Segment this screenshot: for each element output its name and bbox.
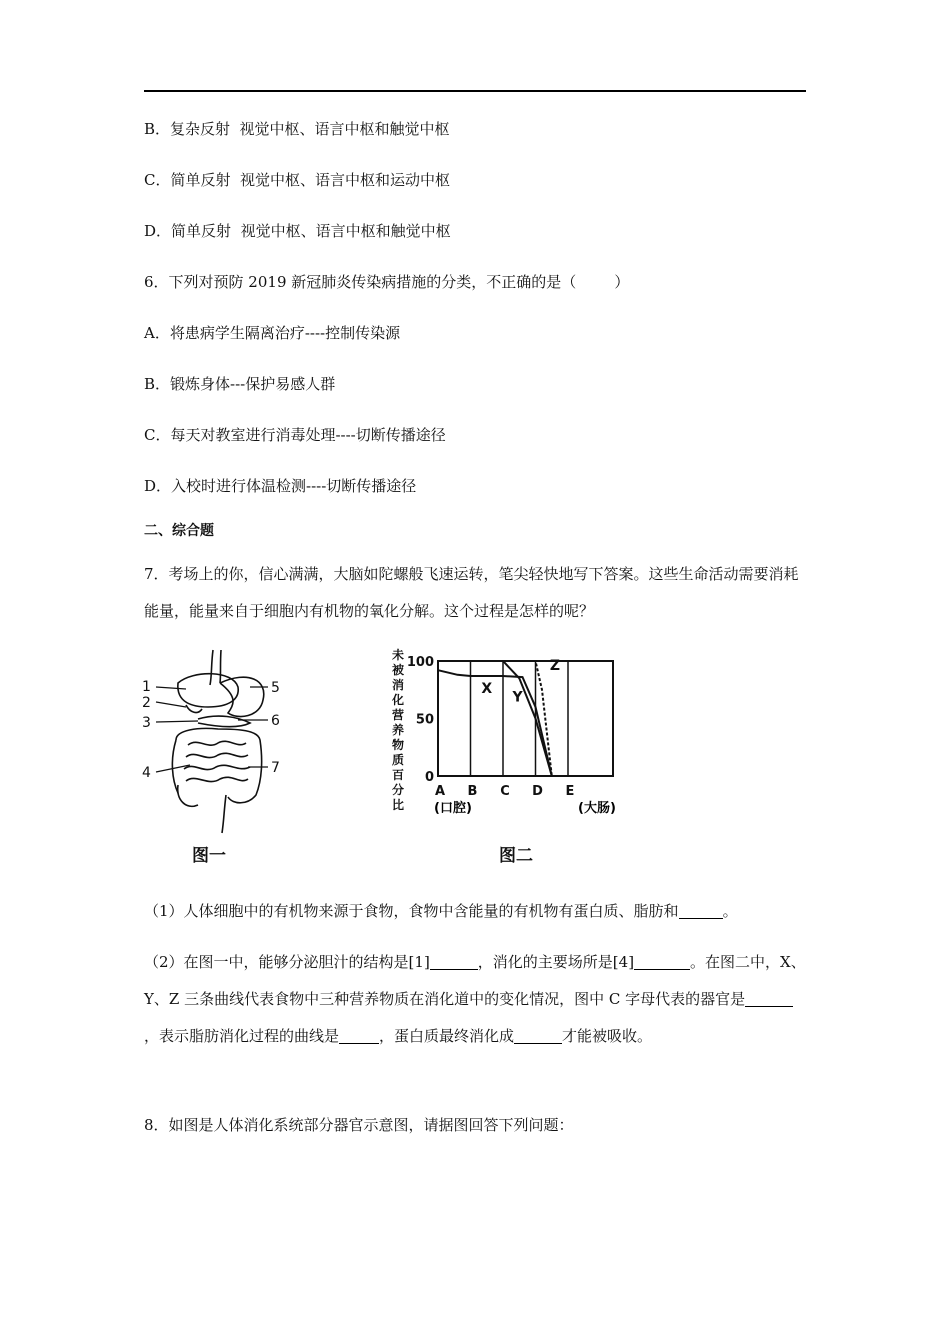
- series-label-z: Z: [549, 658, 561, 675]
- q7-stem: 7．考场上的你，信心满满，大脑如陀螺般飞速运转，笔尖轻快地写下答案。这些生命活动需要消耗能量，能量来自于细胞内有机物的氧化分解。这个过程是怎样的呢？: [144, 565, 799, 620]
- q5-option-d: D．简单反射 视觉中枢、语言中枢和触觉中枢: [144, 222, 451, 240]
- q6-option-a: A．将患病学生隔离治疗----控制传染源: [144, 324, 401, 342]
- y-tick-label: 100: [406, 655, 434, 670]
- figure2-caption: 图二: [499, 846, 533, 866]
- q8-stem: 8．如图是人体消化系统部分器官示意图，请据图回答下列问题：: [144, 1116, 574, 1134]
- q7-sub1-text: （1）人体细胞中的有机物来源于食物，食物中含能量的有机物有蛋白质、脂肪和: [144, 902, 679, 920]
- q7-sub2-text-a: （2）在图一中，能够分泌胆汁的结构是[1]: [144, 953, 430, 971]
- y-label-char: 物: [392, 738, 405, 752]
- x-tick-label: B: [467, 784, 478, 799]
- y-label-char: 质: [392, 753, 405, 767]
- y-label-char: 消: [392, 678, 405, 692]
- appendix: [178, 785, 198, 806]
- small-intestine: [184, 741, 250, 781]
- figure2-chart: [388, 645, 648, 830]
- q7-sub2-text-d: ，表示脂肪消化过程的曲线是: [144, 1027, 340, 1045]
- blank-nutrient[interactable]: [679, 902, 723, 919]
- organ-label-large-intestine: (大肠): [578, 801, 616, 816]
- q5-option-b: B．复杂反射 视觉中枢、语言中枢和触觉中枢: [144, 120, 450, 138]
- y-label-char: 比: [392, 798, 405, 812]
- figure1-caption: 图一: [192, 846, 226, 866]
- pointer-2: [156, 702, 186, 707]
- pointer-3: [156, 721, 198, 722]
- q7-sub2-text-e: ，蛋白质最终消化成: [379, 1027, 515, 1045]
- pancreas: [198, 716, 250, 727]
- rectum: [222, 795, 226, 833]
- figure2-ylabel: [391, 647, 405, 812]
- pointer-1: [156, 687, 186, 689]
- x-tick-label: D: [532, 784, 543, 799]
- figure1-digestive-diagram: [138, 645, 298, 845]
- blank-fat-curve[interactable]: [339, 1027, 379, 1044]
- esophagus-inner: [220, 650, 221, 683]
- q5-option-c: C．简单反射 视觉中枢、语言中枢和运动中枢: [144, 171, 451, 189]
- figure1-label-7: 7: [271, 760, 280, 776]
- y-label-char: 化: [392, 693, 405, 707]
- y-label-char: 养: [392, 723, 405, 737]
- x-tick-label: C: [500, 784, 510, 799]
- series-label-y: Y: [512, 689, 523, 706]
- figure1-label-1: 1: [142, 679, 151, 695]
- y-label-char: 分: [392, 783, 405, 797]
- q7-sub1-end: 。: [722, 902, 738, 920]
- figure1-label-6: 6: [271, 713, 280, 729]
- blank-main-digestion-site[interactable]: [634, 953, 690, 970]
- x-tick-label: A: [434, 784, 446, 799]
- y-label-char: 营: [392, 708, 405, 722]
- y-label-char: 被: [392, 663, 405, 677]
- series-line-x: [438, 670, 552, 776]
- esophagus: [210, 650, 213, 685]
- q7-sub2-text-c: 。在图二中，X、Y、Z 三条曲线代表食物中三种营养物质在消化道中的变化情况，图中 C 字母代表的器官是: [144, 953, 806, 1008]
- q7-sub1: [144, 893, 808, 930]
- header-rule: [144, 90, 806, 92]
- q6-option-b: B．锻炼身体---保护易感人群: [144, 375, 336, 393]
- blank-organ-c[interactable]: [745, 990, 793, 1007]
- y-label-char: 未: [392, 648, 405, 662]
- stomach: [220, 677, 264, 716]
- figure1-label-5: 5: [271, 680, 280, 696]
- q7-sub2-text-f: 才能被吸收。: [562, 1027, 653, 1045]
- figure1-label-2: 2: [142, 695, 151, 711]
- y-label-char: 百: [392, 768, 405, 782]
- y-tick-label: 0: [424, 770, 434, 785]
- y-tick-label: 50: [415, 712, 434, 728]
- plot-frame: [438, 661, 613, 776]
- q7-sub2: [144, 944, 808, 1055]
- figure1-label-4: 4: [142, 765, 151, 781]
- q6-option-c: C．每天对教室进行消毒处理----切断传播途径: [144, 426, 446, 444]
- q7-sub2-text-b: ，消化的主要场所是[4]: [477, 953, 635, 971]
- section-title: 二、综合题: [144, 523, 214, 539]
- organ-label-mouth: (口腔): [434, 801, 472, 816]
- q6-option-d: D．入校时进行体温检测----切断传播途径: [144, 477, 417, 495]
- blank-protein-product[interactable]: [514, 1027, 562, 1044]
- figure1-label-3: 3: [142, 715, 151, 731]
- series-line-y: [438, 661, 552, 776]
- blank-bile-organ[interactable]: [430, 953, 478, 970]
- series-label-x: X: [481, 681, 493, 698]
- q6-stem: 6．下列对预防 2019 新冠肺炎传染病措施的分类，不正确的是（ ）: [144, 273, 630, 291]
- ascending-colon: [172, 740, 178, 793]
- x-tick-label: E: [565, 784, 575, 799]
